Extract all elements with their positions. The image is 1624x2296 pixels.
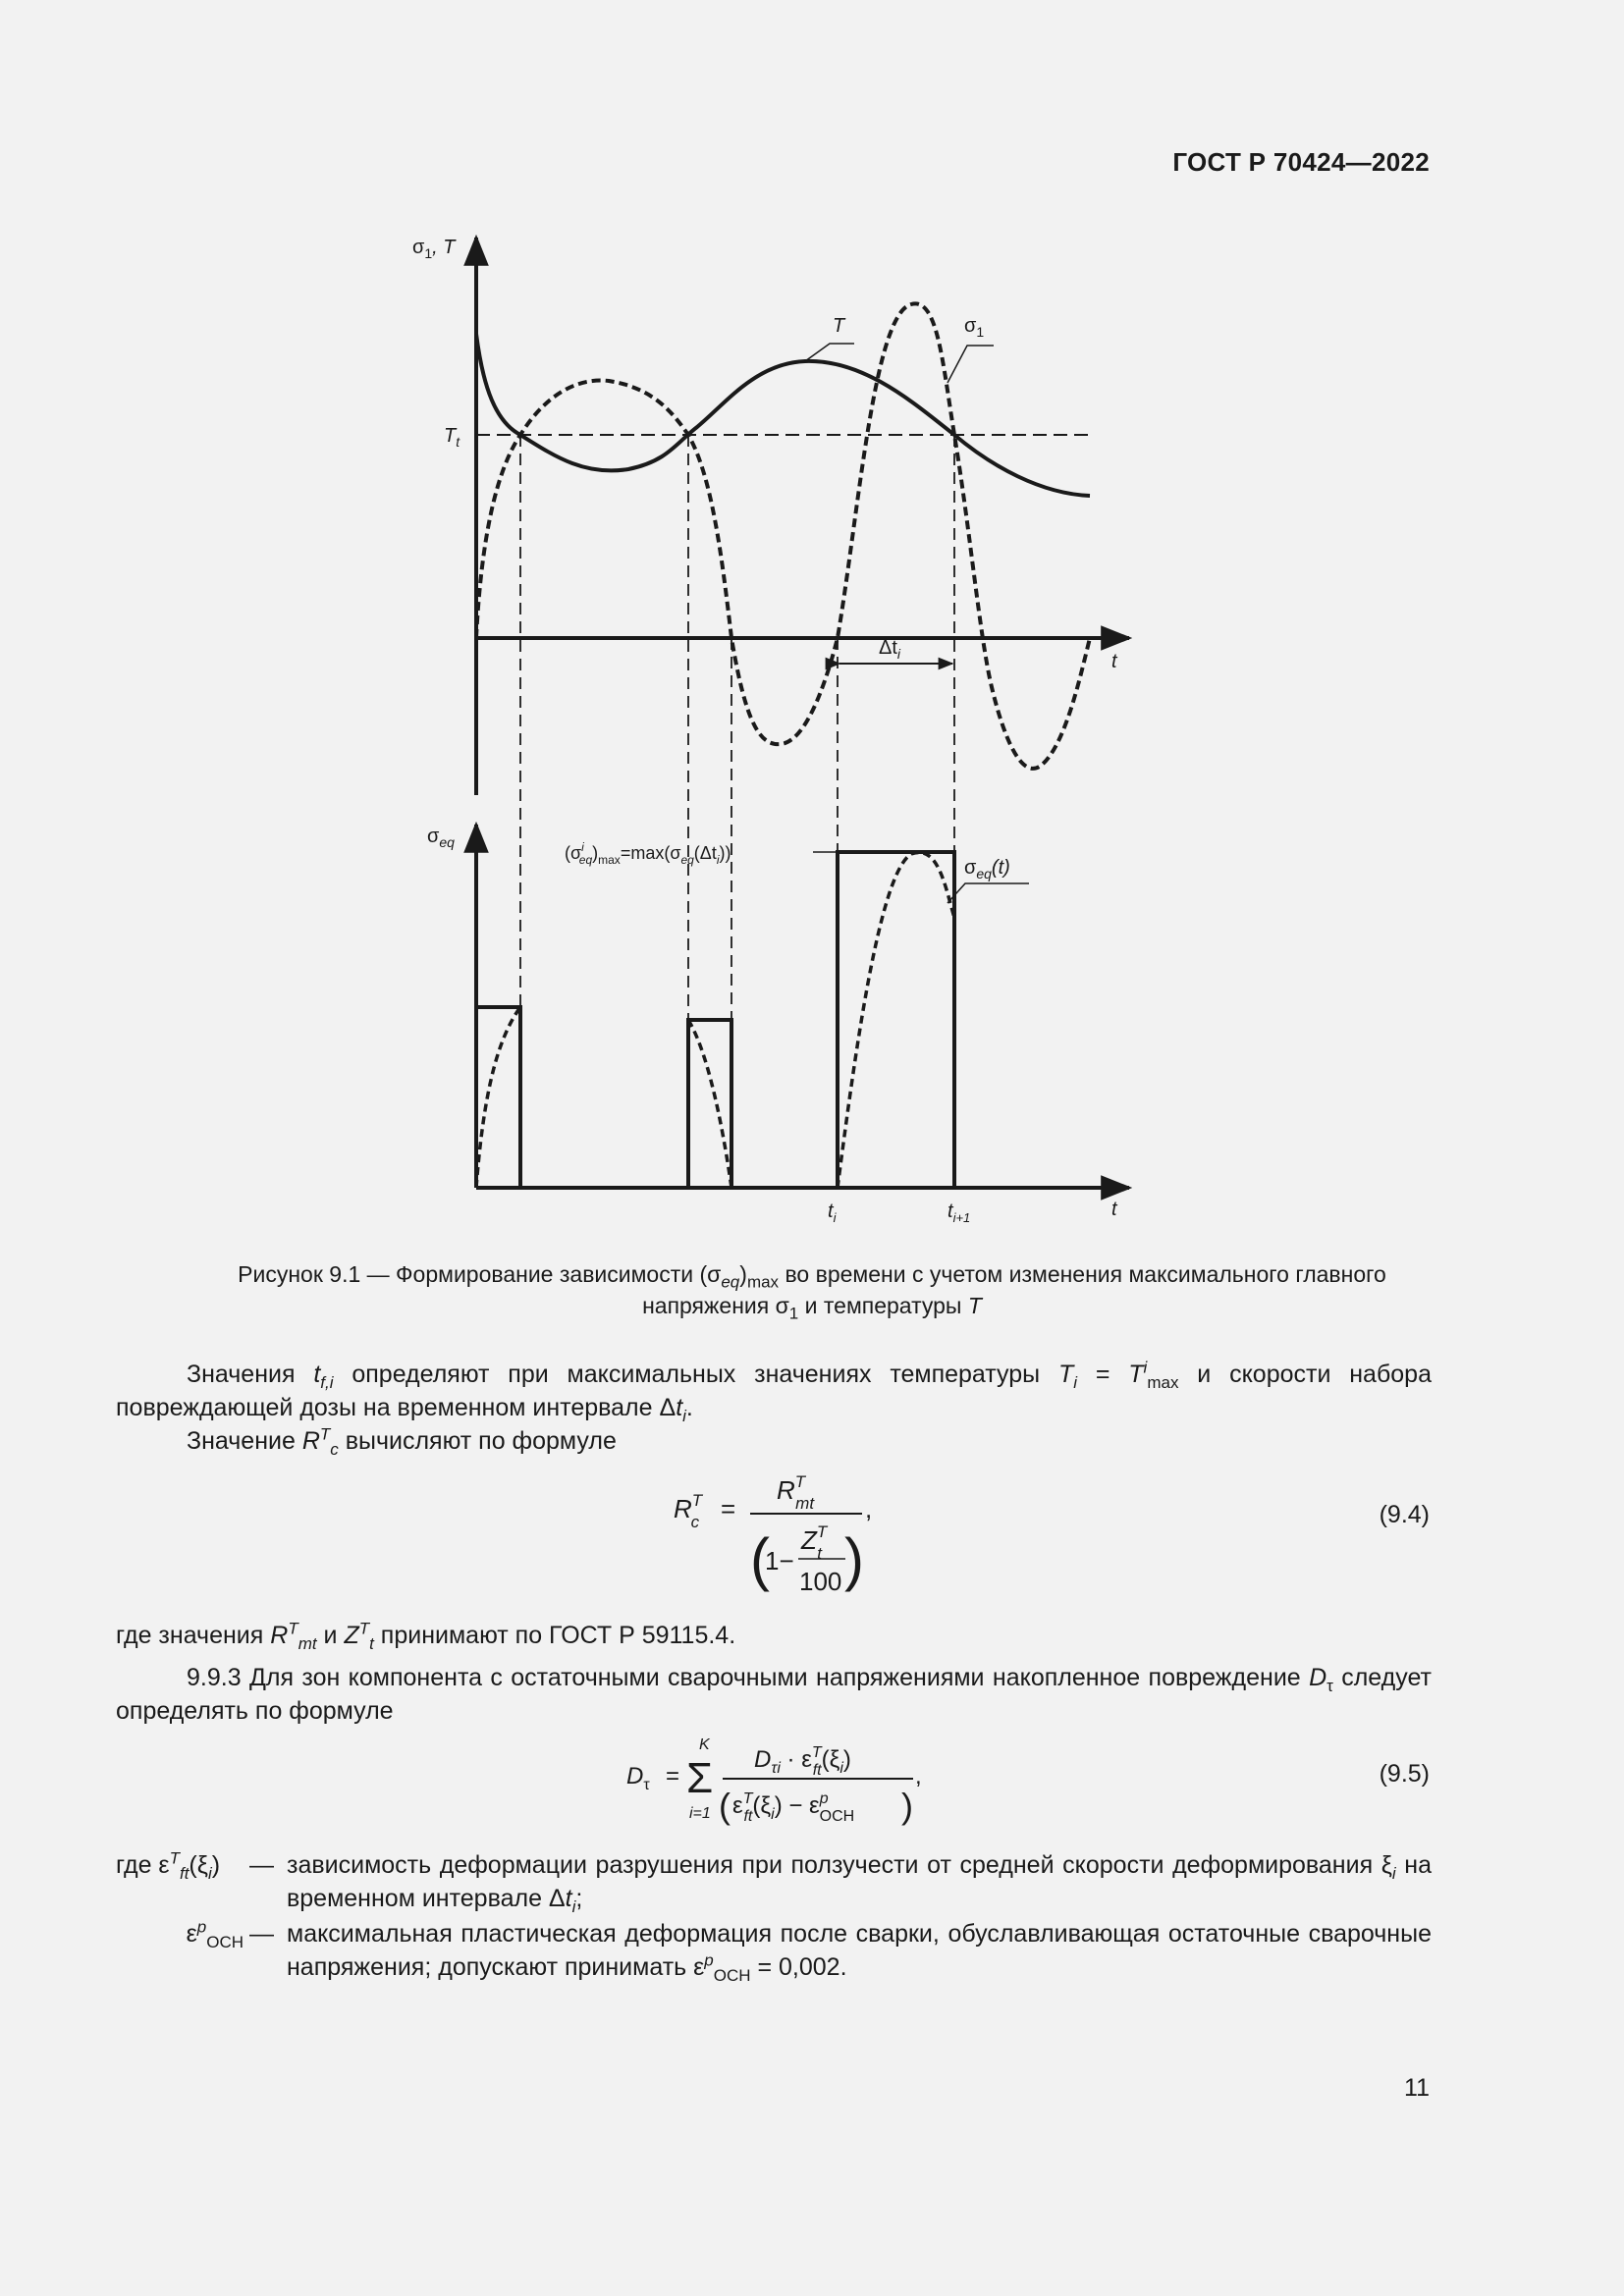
equation-number-9-4: (9.4) <box>1379 1501 1430 1528</box>
definition-term: где $\varepsilon^T_{ft}(\xi_i)$ <box>116 1848 221 1883</box>
sigma-sum: Σ <box>686 1754 714 1802</box>
paragraph-rc: Значение $R^T_c$ вычисляют по формуле <box>187 1424 617 1459</box>
page-number: 11 <box>1404 2074 1430 2102</box>
paren-right: ) <box>844 1526 864 1592</box>
equation-9-5 <box>624 1728 939 1836</box>
equation-9-5-svg <box>624 1728 939 1836</box>
paragraph-9-9-3: 9.9.3 Для зон компонента с остаточными сварочными напряжениями накопленное повреждение $D_\tau$ следует определять по формуле <box>116 1664 1432 1725</box>
svg-text:RTmt: $R^T$ mt <box>777 1474 815 1513</box>
svg-text:Dτi · εTft(ξi): $D_{\tau i} \cdot \varepsilon^T$ $ft(\xi_i)$ <box>754 1744 851 1779</box>
svg-text:Dτ: $D_\tau$ <box>626 1763 650 1793</box>
svg-text:i=1: i=1 <box>689 1805 711 1822</box>
seq-curve-1 <box>476 1007 520 1188</box>
leader-sigma1 <box>947 346 994 383</box>
paragraph-rmt-zt: где значения $R^T_{mt}$ и $Z^T_t$ принимают по ГОСТ Р 59115.4. <box>116 1619 736 1653</box>
definition-term: $\varepsilon^p_{ОСН}$ <box>186 1917 244 1951</box>
seq-curve-2 <box>688 1020 731 1188</box>
standard-header: ГОСТ Р 70424—2022 <box>1172 147 1430 177</box>
comma: , <box>865 1494 873 1523</box>
equation-9-4 <box>674 1474 909 1612</box>
comma: , <box>915 1763 922 1789</box>
svg-text:1−: 1− <box>765 1546 794 1575</box>
definition-body: зависимость деформации разрушения при ползучести от средней скорости деформирования $\xi_i$ на временном интервале $\Delta t_i$; <box>287 1851 1433 1916</box>
definition-body: максимальная пластическая деформация после сварки, обуславливающая остаточные сварочные напряжения; допускают принимать $\varepsilon^p_{ОСН} = 0,002$. <box>287 1920 1432 1985</box>
definition-eps-ft <box>116 1848 1432 1915</box>
seq-rect-2 <box>688 1020 731 1188</box>
ti-label: $t_i$ <box>828 1201 837 1225</box>
curve-sigma1-label: $\sigma_1$ <box>964 315 985 340</box>
seq-t-label: $\sigma_{eq}(t)$ <box>964 857 1010 881</box>
curve-sigma1 <box>476 303 1090 769</box>
definition-dash: — <box>249 1851 274 1879</box>
definition-dash: — <box>249 1920 274 1948</box>
leader-T <box>805 344 854 361</box>
leader-seq-t <box>947 883 1029 903</box>
svg-text:RTc: $R^T$ c <box>674 1491 701 1531</box>
paren-right: ) <box>901 1786 913 1826</box>
equals-sign: = <box>666 1763 680 1789</box>
svg-text:100: 100 <box>799 1567 842 1596</box>
paren-left: ( <box>750 1526 770 1592</box>
figure-svg <box>373 216 1178 1237</box>
y-axis-top-label: $\sigma_1$, T <box>412 237 456 261</box>
paragraph-tfi: Значения $t_{f,i}$ определяют при максимальных значениях температуры $T_i = T^i_{max}$ и скорости набора повреждающей дозы на временном интервале $\Delta t_i$. <box>116 1358 1432 1425</box>
figure-caption: Рисунок 9.1 — Формирование зависимости $(\sigma_{eq})_{max}$ во времени с учетом изменения максимального главного напряжения $\sigma_1$ и температуры T <box>238 1261 1386 1323</box>
x-axis-top-label: t <box>1111 651 1117 672</box>
equation-9-4-svg <box>674 1474 909 1612</box>
y-axis-bottom-label: $\sigma_{eq}$ <box>427 826 455 850</box>
definitions-list <box>116 1848 1432 1986</box>
ti1-label: $t_{i+1}$ <box>947 1201 971 1225</box>
paren-left: ( <box>719 1786 731 1826</box>
equals-sign: = <box>721 1494 736 1523</box>
seq-rect-1 <box>476 1007 520 1188</box>
delta-t-label: $\Delta t_i$ <box>879 637 901 662</box>
x-axis-bottom-label: t <box>1111 1199 1117 1220</box>
svg-text:K: K <box>699 1736 710 1753</box>
svg-text:εTft(ξi) − εpОСН: $\varepsilon^T$ $ft(\xi_i) - \varepsilon^p$ ОСН <box>732 1790 855 1825</box>
max-annotation: ($\sigma^i$ $eq)_{max}=\max(\sigma_{eq}(\Delta t_i))$ <box>565 840 731 867</box>
figure-9-1 <box>373 216 1178 1237</box>
seq-curve-3 <box>838 852 954 1188</box>
curve-T <box>476 334 1090 496</box>
seq-rect-3 <box>838 852 954 1188</box>
curve-T-label: T <box>833 315 845 337</box>
equation-number-9-5: (9.5) <box>1379 1760 1430 1788</box>
tt-label: $T_t$ <box>444 425 460 450</box>
definition-eps-och <box>116 1917 1432 1984</box>
svg-text:ZTt: $Z^T$ t <box>801 1522 828 1563</box>
